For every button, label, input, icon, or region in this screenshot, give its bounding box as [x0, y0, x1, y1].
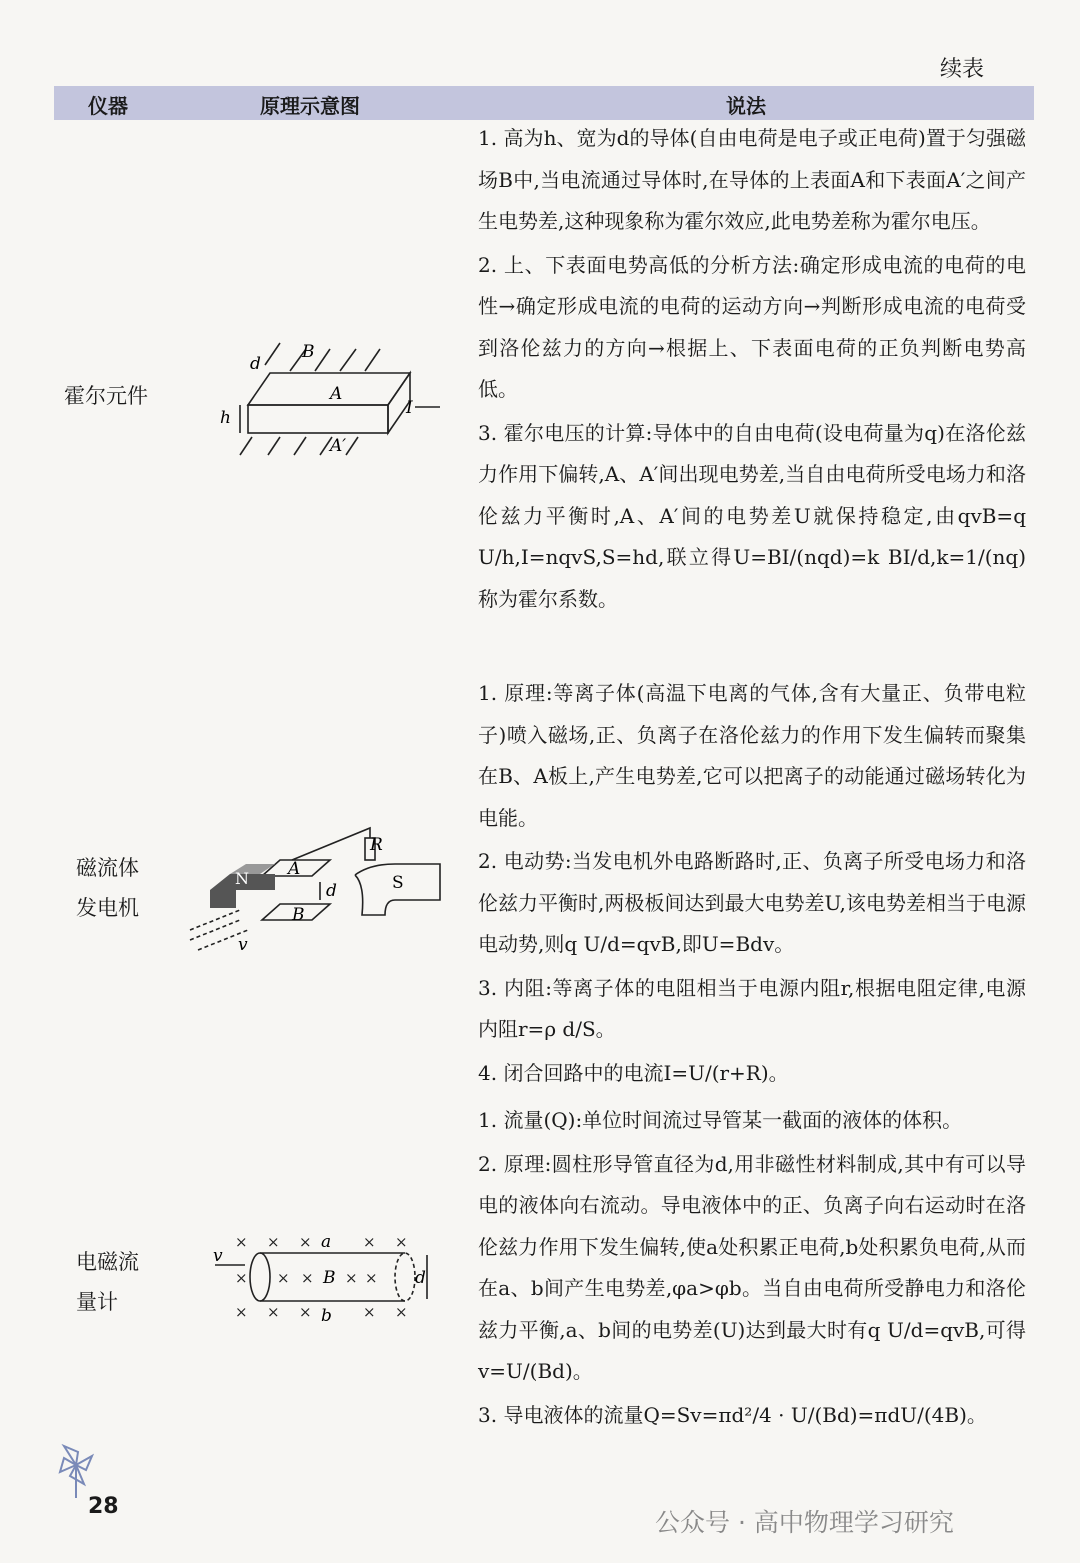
- svg-text:×: ×: [277, 1269, 290, 1287]
- row-text-hall: [478, 118, 1026, 622]
- hall-label-A: A: [330, 384, 343, 404]
- row-name-flowmeter: 电磁流量计: [76, 1250, 139, 1314]
- svg-text:×: ×: [363, 1235, 376, 1251]
- flow-para-2: 2. 原理:圆柱形导管直径为d,用非磁性材料制成,其中有可以导电的液体向右流动。导电液体中的正、负离子向右运动时在洛伦兹力作用下发生偏转,使a处积累正电荷,b处积累负电荷,从而在a、b间产生电势差,φa>φb。当自由电荷所受静电力和洛伦兹力平衡,a、b间的电势差(U)达到最大时有q U/d=qvB,可得v=U/(Bd)。: [478, 1151, 1026, 1383]
- flow-label-b: b: [321, 1306, 332, 1325]
- mhd-para-1: 1. 原理:等离子体(高温下电离的气体,含有大量正、负带电粒子)喷入磁场,正、负离子在洛伦兹力的作用下发生偏转而聚集在B、A板上,产生电势差,它可以把离子的动能通过磁场转化为电能。: [478, 681, 1026, 830]
- row-name-mhd: 磁流体发电机: [76, 856, 139, 920]
- svg-text:×: ×: [363, 1303, 376, 1321]
- mhd-para-4: 4. 闭合回路中的电流I=U/(r+R)。: [478, 1060, 789, 1085]
- row-text-mhd: [478, 673, 1026, 1096]
- svg-text:×: ×: [235, 1303, 248, 1321]
- table-header: [54, 86, 1034, 120]
- pinwheel-icon: [56, 1440, 96, 1500]
- hall-para-1: 1. 高为h、宽为d的导体(自由电荷是电子或正电荷)置于匀强磁场B中,当电流通过导体时,在导体的上表面A和下表面A′之间产生电势差,这种现象称为霍尔效应,此电势差称为霍尔电压。: [478, 126, 1026, 233]
- mhd-label-B: B: [292, 905, 305, 925]
- svg-text:×: ×: [301, 1269, 314, 1287]
- flowmeter-diagram: [205, 1235, 435, 1325]
- continued-label: 续表: [940, 57, 985, 82]
- header-col-explanation: 说法: [726, 94, 766, 118]
- hall-label-B: B: [302, 342, 315, 362]
- header-col-instrument: 仪器: [88, 94, 128, 118]
- flow-label-v: v: [213, 1246, 223, 1266]
- svg-text:×: ×: [365, 1269, 378, 1287]
- mhd-label-S: S: [392, 873, 404, 893]
- hall-label-I: I: [406, 398, 413, 418]
- flow-para-1: 1. 流量(Q):单位时间流过导管某一截面的液体的体积。: [478, 1108, 963, 1132]
- hall-para-2: 2. 上、下表面电势高低的分析方法:确定形成电流的电荷的电性→确定形成电流的电荷的运动方向→判断形成电流的电荷受到洛伦兹力的方向→根据上、下表面电荷的正负判断电势高低。: [478, 252, 1026, 401]
- mhd-para-2: 2. 电动势:当发电机外电路断路时,正、负离子所受电场力和洛伦兹力平衡时,两极板间达到最大电势差U,该电势差相当于电源电动势,则q U/d=qvB,即U=Bdv。: [478, 849, 1026, 956]
- svg-text:×: ×: [299, 1235, 312, 1251]
- hall-label-A-prime: A′: [330, 436, 347, 456]
- hall-para-3: 3. 霍尔电压的计算:导体中的自由电荷(设电荷量为q)在洛伦兹力作用下偏转,A、A′间出现电势差,当自由电荷所受电场力和洛伦兹力平衡时,A、A′间的电势差U就保持稳定,由qvB=q U/h,I=nqvS,S=hd,联立得U=BI/(nqd)=k BI/d,k=1/(nq)称为霍尔系数。: [478, 420, 1026, 611]
- svg-text:×: ×: [395, 1235, 408, 1251]
- mhd-label-d: d: [326, 881, 337, 901]
- svg-text:×: ×: [235, 1235, 248, 1251]
- hall-element-diagram: [210, 335, 450, 465]
- header-col-diagram: 原理示意图: [260, 94, 360, 118]
- hall-label-d: d: [250, 354, 261, 374]
- flow-label-B: B: [323, 1268, 336, 1288]
- mhd-label-R: R: [370, 835, 383, 855]
- flow-label-d: d: [415, 1268, 426, 1288]
- svg-text:×: ×: [395, 1303, 408, 1321]
- svg-text:×: ×: [267, 1303, 280, 1321]
- page-number: 28: [88, 1494, 119, 1519]
- row-name-hall: 霍尔元件: [64, 384, 148, 408]
- svg-text:×: ×: [299, 1303, 312, 1321]
- svg-text:×: ×: [345, 1269, 358, 1287]
- mhd-generator-diagram: [180, 820, 450, 960]
- flow-para-3: 3. 导电液体的流量Q=Sv=πd²/4 · U/(Bd)=πdU/(4B)。: [478, 1402, 987, 1427]
- svg-text:×: ×: [267, 1235, 280, 1251]
- row-text-flowmeter: [478, 1100, 1026, 1438]
- watermark: 公众号 · 高中物理学习研究: [655, 1508, 954, 1537]
- mhd-label-v: v: [238, 935, 248, 955]
- hall-label-h: h: [220, 408, 231, 428]
- mhd-label-A: A: [288, 859, 301, 879]
- mhd-para-3: 3. 内阻:等离子体的电阻相当于电源内阻r,根据电阻定律,电源内阻r=ρ d/S。: [478, 975, 1026, 1041]
- svg-text:×: ×: [235, 1269, 248, 1287]
- flow-label-a: a: [321, 1235, 332, 1252]
- mhd-label-N: N: [235, 869, 249, 888]
